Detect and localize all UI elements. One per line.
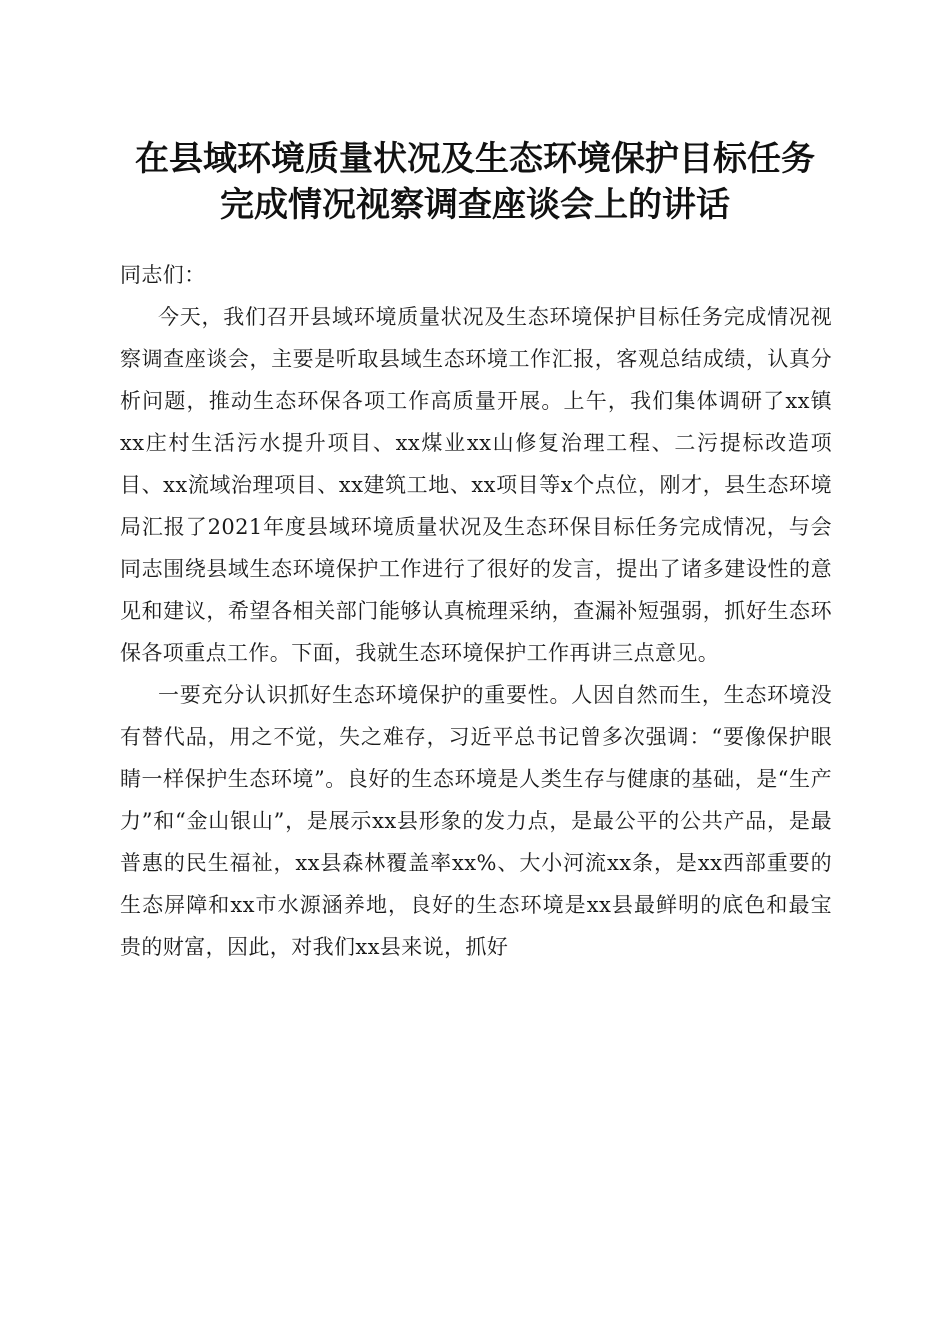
document-body [120, 254, 832, 968]
title-line-1: 在县域环境质量状况及生态环境保护目标任务 [135, 139, 815, 179]
document-title [0, 136, 950, 228]
title-line-2: 完成情况视察调查座谈会上的讲话 [220, 185, 730, 225]
paragraph: 一要充分认识抓好生态环境保护的重要性。人因自然而生，生态环境没有替代品，用之不觉，失之难存，习近平总书记曾多次强调：“要像保护眼睛一样保护生态环境”。良好的生态环境是人类生存与健康的基础，是“生产力”和“金山银山”，是展示xx县形象的发力点，是最公平的公共产品，是最普惠的民生福祉，xx县森林覆盖率xx%、大小河流xx条，是xx西部重要的生态屏障和xx市水源涵养地，良好的生态环境是xx县最鲜明的底色和最宝贵的财富，因此，对我们xx县来说，抓好 [120, 683, 832, 959]
salutation: 同志们： [120, 263, 206, 287]
paragraph: 今天，我们召开县域环境质量状况及生态环境保护目标任务完成情况视察调查座谈会，主要是听取县域生态环境工作汇报，客观总结成绩，认真分析问题，推动生态环保各项工作高质量开展。上午，我们集体调研了xx镇xx庄村生活污水提升项目、xx煤业xx山修复治理工程、二污提标改造项目、xx流域治理项目、xx建筑工地、xx项目等x个点位，刚才，县生态环境局汇报了2021年度县域环境质量状况及生态环保目标任务完成情况，与会同志围绕县域生态环境保护工作进行了很好的发言，提出了诸多建设性的意见和建议，希望各相关部门能够认真梳理采纳，查漏补短强弱，抓好生态环保各项重点工作。下面，我就生态环境保护工作再讲三点意见。 [120, 305, 832, 665]
